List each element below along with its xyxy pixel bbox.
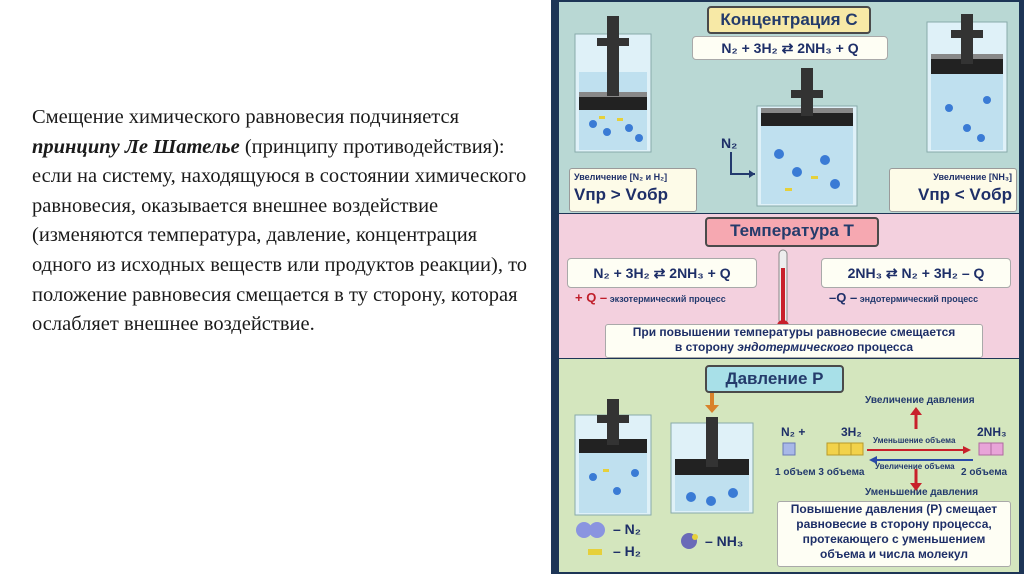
pressure-summary-line4: объема и числа молекул [820,547,968,561]
volume-left-label: 1 объем 3 объема [775,467,865,478]
reactor-jar-center-icon [755,64,859,210]
body-text-emphasis: принципу Ле Шателье [32,135,240,158]
temperature-section [559,214,1019,358]
h2-molecule-icon [587,547,605,557]
reverse-rate-tag [889,168,1017,212]
compressed-jar-icon [667,393,757,517]
exothermic-equation: N₂ + 3H₂ ⇄ 2NH₃ + Q [567,258,757,288]
decrease-pressure-label: Уменьшение давления [865,487,979,498]
inlet-arrow-icon [721,152,757,182]
reactor-jar-right-icon [923,12,1009,158]
pressure-summary [777,501,1011,567]
summary-fragment-a: в сторону [674,340,738,354]
legend-h2: – H₂ [613,543,642,559]
concentration-header: Концентрация С [707,6,871,34]
exothermic-sign: + Q – [575,290,608,305]
n2-molecule-icon [575,521,607,539]
summary-fragment-c: процесса [853,340,914,354]
thermometer-icon [773,248,793,334]
concentration-section [559,2,1019,213]
pressure-summary-line1: Повышение давления (P) смещает [790,502,998,516]
nh3-formula: 2NH₃ [977,425,1007,439]
up-red-arrow-icon [909,407,923,429]
increase-pressure-label: Увеличение давления [865,395,975,406]
n2-inlet-label: N₂ [721,135,738,151]
reverse-rate-condition: Увеличение [NH₃] [933,172,1012,182]
forward-rate-tag [569,168,697,212]
reactor-jar-icon [573,12,653,158]
forward-arrow-icon [867,445,973,455]
pressure-jar-icon [573,399,653,519]
body-text-part1: Смещение химического равновесия подчиняется [32,106,460,128]
forward-rate-condition: Увеличение [N₂ и H₂] [574,172,668,182]
endothermic-note [829,292,1019,305]
concentration-equation: N₂ + 3H₂ ⇄ 2NH₃ + Q [692,36,888,60]
summary-fragment-b: эндотермического [737,340,854,354]
nh3-molecule-icon [679,531,701,551]
exothermic-note [575,292,765,305]
slide-body-text [32,103,537,340]
volume-right-label: 2 объема [961,467,1008,478]
temperature-summary-line1: При повышении температуры равновесие смещается [632,325,956,339]
pressure-header: Давление P [705,365,844,393]
endothermic-label: эндотермический процесс [859,294,979,304]
temperature-header: Температура T [705,217,879,247]
legend-nh3: – NH₃ [705,533,744,549]
legend-n2: – N₂ [613,521,642,537]
endothermic-equation: 2NH₃ ⇄ N₂ + 3H₂ – Q [821,258,1011,288]
vol-increase-label: Увеличение объема [875,462,955,471]
pressure-summary-line2: равновесие в сторону процесса, [796,517,992,531]
vol-decrease-label: Уменьшение объема [873,436,956,445]
pressure-summary-line3: протекающего с уменьшением [802,532,986,546]
n2-formula: N₂ + [781,425,806,439]
temperature-summary-line2 [606,340,982,355]
exothermic-label: экзотермический процесс [609,294,726,304]
endothermic-sign: –Q – [829,290,858,305]
reverse-rate-comparison: Vпр < Vобр [918,185,1012,204]
h2-formula: 3H₂ [841,425,862,439]
forward-rate-comparison: Vпр > Vобр [574,185,668,204]
le-chatelier-poster [551,0,1024,574]
body-text-part2: (принципу противодействия): если на систему, находящуюся в состоянии химического равновесия, оказывается внешнее воздействие (изменяются температура, давление, концентрация одного из исходных веществ или продуктов реакции), то положение равновесия смещается в ту сторону, которая ослабляет внешнее воздействие. [32,135,528,336]
pressure-section [559,359,1019,572]
temperature-summary [605,324,983,358]
